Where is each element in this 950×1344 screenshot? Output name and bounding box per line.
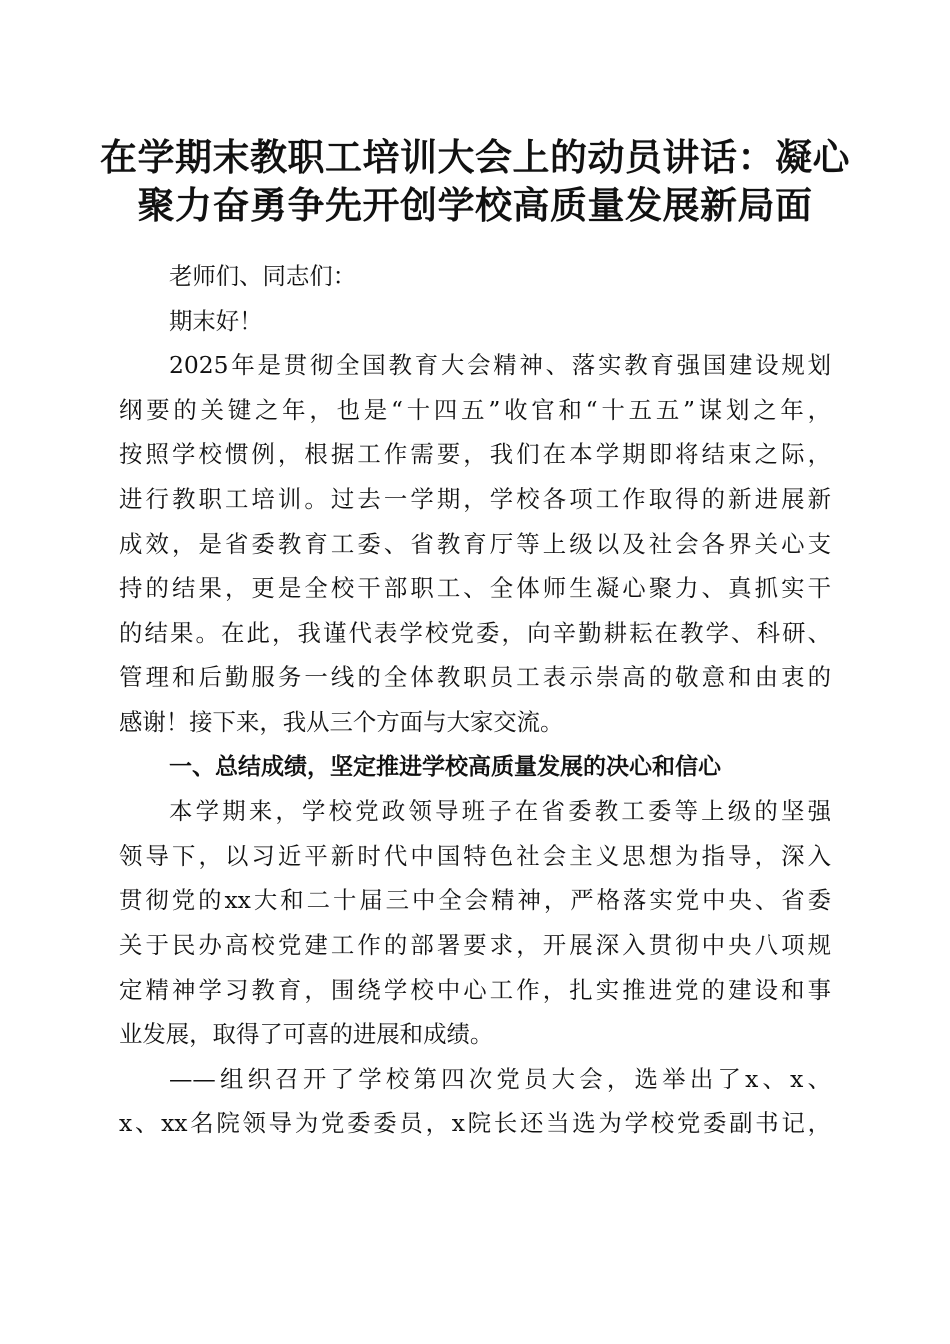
paragraph-line: 按照学校惯例，根据工作需要，我们在本学期即将结束之际， <box>119 440 831 469</box>
paragraph-line: 纲要的关键之年，也是“十四五”收官和“十五五”谋划之年， <box>119 395 831 424</box>
paragraph-line: 定精神学习教育，围绕学校中心工作，扎实推进党的建设和事 <box>119 975 831 1004</box>
paragraph-line: 管理和后勤服务一线的全体教职员工表示崇高的敬意和由衷的 <box>119 663 831 692</box>
paragraph-line: x、xx名院领导为党委委员，x院长还当选为学校党委副书记， <box>119 1109 831 1138</box>
intro-paragraph <box>119 343 831 744</box>
paragraph-line: 的结果。在此，我谨代表学校党委，向辛勤耕耘在教学、科研、 <box>119 618 831 647</box>
paragraph-line: 业发展，取得了可喜的进展和成绩。 <box>119 1020 494 1049</box>
document-body <box>119 254 831 1146</box>
paragraph-line: ——组织召开了学校第四次党员大会，选举出了x、x、 <box>169 1064 831 1093</box>
greeting: 期末好！ <box>169 306 263 335</box>
section-heading: 一、总结成绩，坚定推进学校高质量发展的决心和信心 <box>169 753 721 780</box>
title-line-1: 在学期末教职工培训大会上的动员讲话：凝心 <box>100 135 850 179</box>
section1-paragraph <box>119 789 831 1057</box>
title-line-2: 聚力奋勇争先开创学校高质量发展新局面 <box>137 183 813 227</box>
document-title <box>60 133 890 229</box>
paragraph-line: 感谢！接下来，我从三个方面与大家交流。 <box>119 707 564 736</box>
salutation: 老师们、同志们： <box>169 262 357 290</box>
paragraph-line: 成效，是省委教育工委、省教育厅等上级以及社会各界关心支 <box>119 529 831 558</box>
paragraph-line: 贯彻党的xx大和二十届三中全会精神，严格落实党中央、省委 <box>119 886 831 915</box>
paragraph-line: 领导下，以习近平新时代中国特色社会主义思想为指导，深入 <box>119 841 831 870</box>
paragraph-line: 本学期来，学校党政领导班子在省委教工委等上级的坚强 <box>169 797 831 826</box>
paragraph-line: 2025年是贯彻全国教育大会精神、落实教育强国建设规划 <box>169 351 831 380</box>
paragraph-line: 关于民办高校党建工作的部署要求，开展深入贯彻中央八项规 <box>119 930 831 959</box>
paragraph-line: 进行教职工培训。过去一学期，学校各项工作取得的新进展新 <box>119 484 831 513</box>
paragraph-line: 持的结果，更是全校干部职工、全体师生凝心聚力、真抓实干 <box>119 574 831 603</box>
item1-paragraph <box>119 1057 831 1146</box>
